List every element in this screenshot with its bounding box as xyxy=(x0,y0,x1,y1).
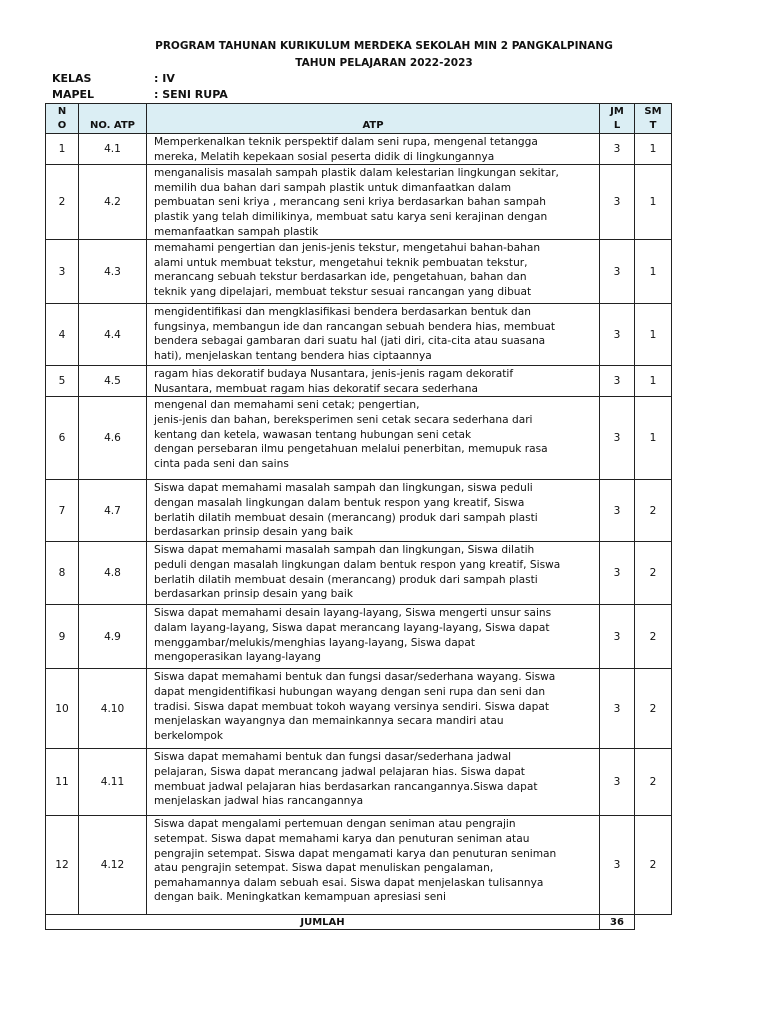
row-number: 9 xyxy=(46,605,79,669)
kelas-value: : IV xyxy=(154,72,175,85)
atp-description: Memperkenalkan teknik perspektif dalam seni rupa, mengenal tetangga mereka, Melatih kepekaan sosial peserta didik di lingkungannya xyxy=(147,134,600,165)
total-value: 36 xyxy=(600,915,635,930)
atp-description: mengidentifikasi dan mengklasifikasi bendera berdasarkan bentuk dan fungsinya, membangun ide dan rancangan sebuah bendera hias, membuat bendera sebagai gambaran dari suatu hal (jati diri, cita-cita atau suasana hati), menjelaskan tentang bendera hias ciptaannya xyxy=(147,304,600,366)
table-row xyxy=(46,165,672,240)
row-number: 4 xyxy=(46,304,79,366)
table-row xyxy=(46,749,672,816)
smt-value: 2 xyxy=(635,816,672,915)
row-number: 12 xyxy=(46,816,79,915)
jml-value: 3 xyxy=(600,542,635,605)
atp-number: 4.2 xyxy=(79,165,147,240)
row-number: 5 xyxy=(46,366,79,397)
atp-description: menganalisis masalah sampah plastik dalam kelestarian lingkungan sekitar, memilih dua bahan dari sampah plastik untuk dimanfaatkan dalam pembuatan seni kriya , merancang seni kriya berdasarkan bahan sampah plastik yang telah dimilikinya, membuat satu karya seni kerajinan dengan memanfaatkan sampah plastik xyxy=(147,165,600,240)
atp-number: 4.9 xyxy=(79,605,147,669)
header-smt: SM T xyxy=(635,104,672,134)
atp-description: Siswa dapat memahami desain layang-layang, Siswa mengerti unsur sains dalam layang-layang, Siswa dapat merancang layang-layang, Siswa dapat menggambar/melukis/menghias layang-layang, Siswa dapat mengoperasikan layang-layang xyxy=(147,605,600,669)
academic-year: TAHUN PELAJARAN 2022-2023 xyxy=(295,57,473,69)
atp-number: 4.8 xyxy=(79,542,147,605)
atp-number: 4.5 xyxy=(79,366,147,397)
table-row xyxy=(46,816,672,915)
row-number: 11 xyxy=(46,749,79,816)
smt-value: 2 xyxy=(635,605,672,669)
jml-value: 3 xyxy=(600,480,635,542)
jml-value: 3 xyxy=(600,749,635,816)
jml-value: 3 xyxy=(600,240,635,304)
jml-value: 3 xyxy=(600,134,635,165)
atp-description: Siswa dapat memahami masalah sampah dan lingkungan, siswa peduli dengan masalah lingkungan dalam bentuk respon yang kreatif, Siswa berlatih dilatih membuat desain (merancang) produk dari sampah plasti berdasarkan prinsip desain yang baik xyxy=(147,480,600,542)
atp-description: Siswa dapat memahami masalah sampah dan lingkungan, Siswa dilatih peduli dengan masalah lingkungan dalam bentuk respon yang kreatif, Siswa berlatih dilatih membuat desain (merancang) produk dari sampah plasti berdasarkan prinsip desain yang baik xyxy=(147,542,600,605)
smt-value: 1 xyxy=(635,165,672,240)
kelas-label: KELAS xyxy=(52,72,92,85)
atp-number: 4.6 xyxy=(79,397,147,480)
table-row xyxy=(46,542,672,605)
smt-value: 1 xyxy=(635,397,672,480)
atp-number: 4.11 xyxy=(79,749,147,816)
mapel-value: : SENI RUPA xyxy=(154,88,228,101)
table-row xyxy=(46,397,672,480)
smt-value: 1 xyxy=(635,366,672,397)
atp-description: Siswa dapat mengalami pertemuan dengan seniman atau pengrajin setempat. Siswa dapat memahami karya dan penuturan seniman atau pengrajin setempat. Siswa dapat mengamati karya dan penuturan seniman atau pengrajin setempat. Siswa dapat menuliskan pengalaman, pemahamannya dalam sebuah esai. Siswa dapat menjelaskan tulisannya dengan baik. Meningkatkan kemampuan apresiasi seni xyxy=(147,816,600,915)
total-row xyxy=(46,915,672,930)
jml-value: 3 xyxy=(600,304,635,366)
header-jml: JM L xyxy=(600,104,635,134)
smt-value: 2 xyxy=(635,669,672,749)
header-no: N O xyxy=(46,104,79,134)
atp-number: 4.12 xyxy=(79,816,147,915)
atp-description: ragam hias dekoratif budaya Nusantara, jenis-jenis ragam dekoratif Nusantara, membuat ragam hias dekoratif secara sederhana xyxy=(147,366,600,397)
jml-value: 3 xyxy=(600,366,635,397)
table-row xyxy=(46,605,672,669)
program-table xyxy=(45,103,672,930)
table-row xyxy=(46,304,672,366)
atp-description: Siswa dapat memahami bentuk dan fungsi dasar/sederhana jadwal pelajaran, Siswa dapat merancang jadwal pelajaran hias. Siswa dapat membuat jadwal pelajaran hias berdasarkan rancangannya.Siswa dapat menjelaskan jadwal hias rancangannya xyxy=(147,749,600,816)
table-row xyxy=(46,134,672,165)
header-atp: ATP xyxy=(147,104,600,134)
atp-number: 4.1 xyxy=(79,134,147,165)
smt-value: 2 xyxy=(635,542,672,605)
jml-value: 3 xyxy=(600,397,635,480)
table-row xyxy=(46,240,672,304)
document-title: PROGRAM TAHUNAN KURIKULUM MERDEKA SEKOLAH MIN 2 PANGKALPINANG xyxy=(155,40,613,52)
atp-description: Siswa dapat memahami bentuk dan fungsi dasar/sederhana wayang. Siswa dapat mengidentifikasi hubungan wayang dengan seni rupa dan seni dan tradisi. Siswa dapat membuat tokoh wayang versinya sendiri. Siswa dapat menjelaskan wayangnya dan memainkannya secara mandiri atau berkelompok xyxy=(147,669,600,749)
smt-value: 2 xyxy=(635,749,672,816)
jml-value: 3 xyxy=(600,816,635,915)
row-number: 6 xyxy=(46,397,79,480)
atp-description: memahami pengertian dan jenis-jenis tekstur, mengetahui bahan-bahan alami untuk membuat tekstur, mengetahui teknik pembuatan tekstur, merancang sebuah tekstur berdasarkan ide, pengetahuan, bahan dan teknik yang dipelajari, membuat tekstur sesuai rancangan yang dibuat xyxy=(147,240,600,304)
table-row xyxy=(46,669,672,749)
table-header-row xyxy=(46,104,672,134)
atp-number: 4.10 xyxy=(79,669,147,749)
table-row xyxy=(46,480,672,542)
mapel-label: MAPEL xyxy=(52,88,95,101)
atp-number: 4.4 xyxy=(79,304,147,366)
row-number: 8 xyxy=(46,542,79,605)
row-number: 3 xyxy=(46,240,79,304)
jml-value: 3 xyxy=(600,605,635,669)
smt-value: 1 xyxy=(635,240,672,304)
atp-description: mengenal dan memahami seni cetak; pengertian, jenis-jenis dan bahan, bereksperimen seni cetak secara sederhana dari kentang dan ketela, wawasan tentang hubungan seni cetak dengan persebaran ilmu pengetahuan melalui penerbitan, memupuk rasa cinta pada seni dan sains xyxy=(147,397,600,480)
atp-number: 4.7 xyxy=(79,480,147,542)
atp-number: 4.3 xyxy=(79,240,147,304)
jml-value: 3 xyxy=(600,669,635,749)
table-row xyxy=(46,366,672,397)
smt-value: 1 xyxy=(635,134,672,165)
header-no-atp: NO. ATP xyxy=(79,104,147,134)
total-label: JUMLAH xyxy=(46,915,600,930)
row-number: 7 xyxy=(46,480,79,542)
row-number: 1 xyxy=(46,134,79,165)
row-number: 10 xyxy=(46,669,79,749)
jml-value: 3 xyxy=(600,165,635,240)
smt-value: 2 xyxy=(635,480,672,542)
row-number: 2 xyxy=(46,165,79,240)
smt-value: 1 xyxy=(635,304,672,366)
